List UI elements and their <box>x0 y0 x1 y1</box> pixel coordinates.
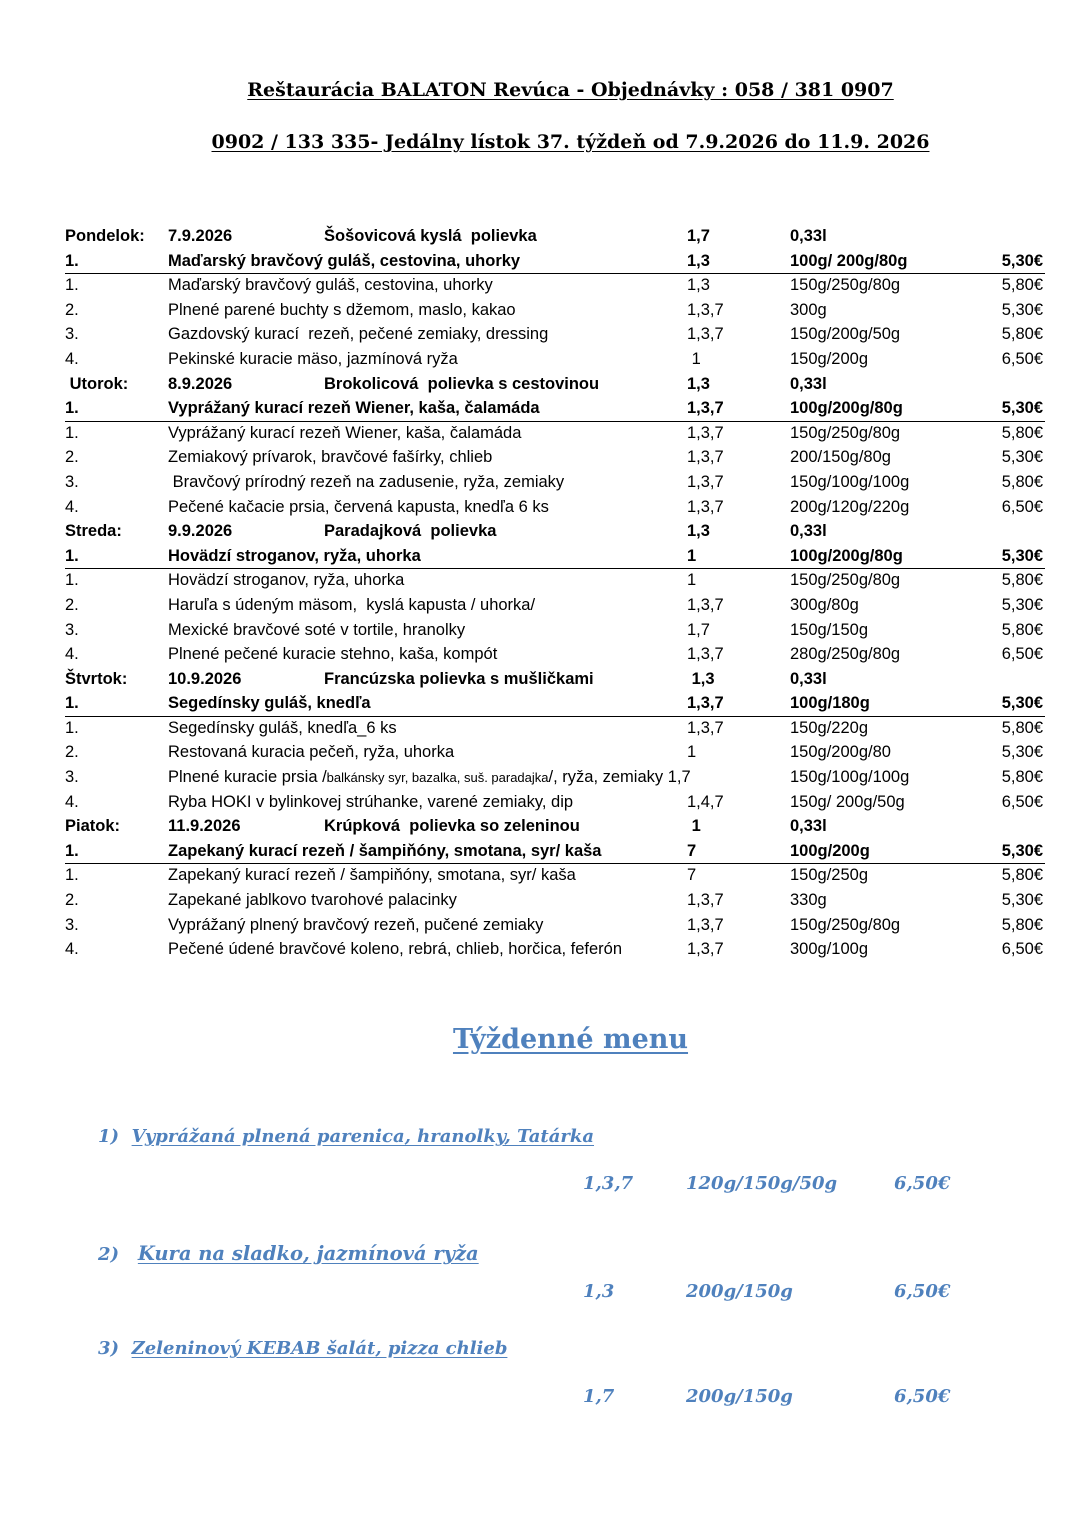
dish-allergens: 1,3,7 <box>687 497 724 516</box>
dish-price: 5,30€ <box>1001 595 1043 614</box>
dish-price: 5,80€ <box>1001 276 1043 295</box>
menu-item-row <box>65 323 1045 348</box>
dish-weight: 300g <box>790 300 827 319</box>
menu-item-row <box>65 446 1045 471</box>
dish-weight: 150g/100g/100g <box>790 472 910 491</box>
item-number: 3. <box>65 768 79 787</box>
dish-name: Bravčový prírodný rezeň na zadusenie, ryža, zemiaky <box>168 472 565 491</box>
soup-name: Krúpková polievka so zeleninou <box>324 817 580 836</box>
item-number: 1. <box>65 546 79 565</box>
dish-allergens: 1,3,7 <box>687 300 724 319</box>
menu-item-row <box>65 471 1045 496</box>
weekly-item-1-weight: 120g/150g/50g <box>686 1173 838 1194</box>
dish-name: Pekinské kuracie mäso, jazmínová ryža <box>168 349 458 368</box>
weekly-item-3-allergens: 1,7 <box>583 1386 615 1407</box>
day-soup-row <box>65 373 1045 398</box>
menu-item-row <box>65 274 1045 299</box>
day-soup-row <box>65 668 1045 693</box>
menu-item-row <box>65 938 1045 963</box>
dish-allergens: 1,7 <box>687 620 710 639</box>
item-number: 2. <box>65 891 79 910</box>
daily-special-row <box>65 250 1045 275</box>
dish-allergens: 1 <box>687 546 697 565</box>
dish-weight: 150g/ 200g/50g <box>790 792 905 811</box>
dish-weight: 150g/200g/80 <box>790 743 891 762</box>
dish-name: Vyprážaný plnený bravčový rezeň, pučené zemiaky <box>168 915 544 934</box>
dish-allergens: 1,3,7 <box>687 595 724 614</box>
item-number: 1. <box>65 423 79 442</box>
menu-item-row <box>65 496 1045 521</box>
item-number: 1. <box>65 571 79 590</box>
weekly-item-2-dish: Kura na sladko, jazmínová ryža <box>137 1242 479 1265</box>
item-number: 1. <box>65 399 79 418</box>
menu-item-row <box>65 594 1045 619</box>
menu-item-row <box>65 914 1045 939</box>
day-soup-row <box>65 520 1045 545</box>
weekly-menu-title-text: Týždenné menu <box>452 1024 689 1055</box>
day-name: Piatok: <box>65 817 121 836</box>
dish-name: Zapekané jablkovo tvarohové palacinky <box>168 891 457 910</box>
menu-item-row <box>65 569 1045 594</box>
item-number: 2. <box>65 448 79 467</box>
item-number: 3. <box>65 325 79 344</box>
dish-price: 5,80€ <box>1001 915 1043 934</box>
dish-name: Segedínsky guláš, knedľa <box>168 694 371 713</box>
weekly-item-2-weight: 200g/150g <box>686 1281 793 1302</box>
dish-price: 5,30€ <box>1001 743 1043 762</box>
dish-price: 5,80€ <box>1001 423 1043 442</box>
soup-allergens: 1,3 <box>687 374 710 393</box>
dish-name: Plnené parené buchty s džemom, maslo, kakao <box>168 300 516 319</box>
dish-allergens: 1,3,7 <box>687 448 724 467</box>
dish-weight: 150g/150g <box>790 620 868 639</box>
dish-allergens: 1,3,7 <box>687 718 724 737</box>
menu-item-row <box>65 348 1045 373</box>
dish-price: 6,50€ <box>1001 349 1043 368</box>
soup-volume: 0,33l <box>790 817 827 836</box>
soup-allergens: 1 <box>687 817 701 836</box>
header-line-1 <box>27 79 1087 101</box>
dish-price: 5,30€ <box>1001 251 1043 270</box>
item-number: 1. <box>65 251 79 270</box>
dish-allergens: 1,3 <box>687 251 710 270</box>
dish-price: 6,50€ <box>1001 497 1043 516</box>
menu-item-row <box>65 791 1045 816</box>
soup-name: Šošovicová kyslá polievka <box>324 227 537 245</box>
soup-name: Paradajková polievka <box>324 522 497 541</box>
dish-name: Maďarský bravčový guláš, cestovina, uhorky <box>168 251 521 270</box>
header-line-1-text: Reštaurácia BALATON Revúca - Objednávky : 058 / 381 0907 <box>247 79 894 101</box>
soup-volume: 0,33l <box>790 227 827 245</box>
item-number: 4. <box>65 497 79 516</box>
item-number: 2. <box>65 743 79 762</box>
dish-weight: 100g/180g <box>790 694 870 713</box>
dish-price: 5,80€ <box>1001 718 1043 737</box>
dish-price: 5,30€ <box>1001 399 1043 418</box>
daily-special-row <box>65 692 1045 717</box>
soup-volume: 0,33l <box>790 522 827 541</box>
dish-weight: 100g/200g/80g <box>790 546 903 565</box>
day-date: 7.9.2026 <box>168 227 233 245</box>
header-line-2 <box>27 131 1087 153</box>
dish-name: Restovaná kuracia pečeň, ryža, uhorka <box>168 743 455 762</box>
dish-weight: 150g/220g <box>790 718 868 737</box>
dish-name-detail: balkánsky syr, bazalka, suš. paradajka <box>326 770 549 786</box>
dish-price: 6,50€ <box>1001 940 1043 959</box>
weekly-item-3-name <box>98 1338 507 1359</box>
weekly-item-3-num: 3) <box>98 1338 120 1359</box>
dish-weight: 150g/200g/50g <box>790 325 901 344</box>
day-name: Štvrtok: <box>65 669 128 688</box>
weekly-item-3-price: 6,50€ <box>894 1386 951 1407</box>
item-number: 4. <box>65 349 79 368</box>
dish-weight: 150g/250g <box>790 866 868 885</box>
dish-allergens: 7 <box>687 841 697 860</box>
item-number: 2. <box>65 300 79 319</box>
menu-item-row <box>65 643 1045 668</box>
dish-weight: 300g/100g <box>790 940 868 959</box>
menu-item-row <box>65 299 1045 324</box>
day-date: 10.9.2026 <box>168 669 242 688</box>
item-number: 3. <box>65 472 79 491</box>
dish-price: 5,80€ <box>1001 768 1043 787</box>
header-line-2-text: 0902 / 133 335- Jedálny lístok 37. týždeň od 7.9.2026 do 11.9. 2026 <box>211 131 930 153</box>
item-number: 1. <box>65 718 79 737</box>
day-date: 11.9.2026 <box>168 817 241 836</box>
item-number: 1. <box>65 866 79 885</box>
dish-price: 5,30€ <box>1001 448 1043 467</box>
item-number: 4. <box>65 645 79 664</box>
weekly-item-1-allergens: 1,3,7 <box>583 1173 634 1194</box>
dish-allergens: 1 <box>687 571 697 590</box>
dish-allergens: 1,3,7 <box>687 891 724 910</box>
dish-allergens: 1,3,7 <box>687 940 724 959</box>
daily-special-row <box>65 840 1045 865</box>
menu-item-row <box>65 717 1045 742</box>
menu-item-row <box>65 422 1045 447</box>
day-date: 9.9.2026 <box>168 522 233 541</box>
soup-name: Francúzska polievka s mušličkami <box>324 669 594 688</box>
dish-name: Zapekaný kurací rezeň / šampiňóny, smotana, syr/ kaša <box>168 866 576 885</box>
weekly-item-2-allergens: 1,3 <box>583 1281 615 1302</box>
dish-name: Vyprážaný kurací rezeň Wiener, kaša, čalamáda <box>168 399 540 418</box>
dish-price: 5,30€ <box>1001 694 1043 713</box>
weekly-item-3-dish: Zeleninový KEBAB šalát, pizza chlieb <box>131 1338 508 1359</box>
dish-name: Gazdovský kurací rezeň, pečené zemiaky, dressing <box>168 325 549 344</box>
dish-name: Pečené údené bravčové koleno, rebrá, chlieb, horčica, feferón <box>168 940 623 959</box>
dish-name: Hovädzí stroganov, ryža, uhorka <box>168 571 405 590</box>
menu-item-row <box>65 766 1045 791</box>
soup-volume: 0,33l <box>790 374 827 393</box>
dish-allergens: 1,3,7 <box>687 915 724 934</box>
dish-price: 5,30€ <box>1001 546 1043 565</box>
dish-name: Zapekaný kurací rezeň / šampiňóny, smotana, syr/ kaša <box>168 841 602 860</box>
day-name: Utorok: <box>65 374 129 393</box>
item-number: 1. <box>65 694 79 713</box>
weekly-item-1-num: 1) <box>98 1126 120 1147</box>
dish-price: 6,50€ <box>1001 645 1043 664</box>
dish-weight: 150g/250g/80g <box>790 571 901 590</box>
dish-name: Zemiakový prívarok, bravčové fašírky, chlieb <box>168 448 493 467</box>
dish-price: 5,80€ <box>1001 620 1043 639</box>
daily-special-row <box>65 545 1045 570</box>
item-number: 4. <box>65 940 79 959</box>
dish-name-tail: /, ryža, zemiaky 1,7 <box>548 768 691 787</box>
weekly-item-1-name <box>98 1126 594 1147</box>
dish-allergens: 1 <box>687 349 701 368</box>
dish-weight: 100g/200g <box>790 841 870 860</box>
weekly-menu-title <box>27 1024 1087 1055</box>
dish-name: Ryba HOKI v bylinkovej strúhanke, varené zemiaky, dip <box>168 792 574 811</box>
item-number: 1. <box>65 276 79 295</box>
dish-weight: 200g/120g/220g <box>790 497 910 516</box>
menu-item-row <box>65 619 1045 644</box>
dish-name <box>168 768 691 787</box>
dish-price: 5,30€ <box>1001 841 1043 860</box>
dish-allergens: 1,4,7 <box>687 792 724 811</box>
menu-item-row <box>65 741 1045 766</box>
dish-price: 5,30€ <box>1001 891 1043 910</box>
dish-allergens: 1,3,7 <box>687 645 724 664</box>
dish-price: 5,80€ <box>1001 472 1043 491</box>
dish-allergens: 1 <box>687 743 697 762</box>
dish-name: Segedínsky guláš, knedľa_6 ks <box>168 718 397 737</box>
dish-price: 5,30€ <box>1001 300 1043 319</box>
dish-price: 5,80€ <box>1001 866 1043 885</box>
dish-name: Plnené pečené kuracie stehno, kaša, kompót <box>168 645 498 664</box>
weekly-item-3-weight: 200g/150g <box>686 1386 793 1407</box>
dish-name: Hovädzí stroganov, ryža, uhorka <box>168 546 421 565</box>
day-soup-row <box>65 225 1045 250</box>
day-name: Pondelok: <box>65 227 145 245</box>
daily-special-row <box>65 397 1045 422</box>
dish-allergens: 1,3,7 <box>687 325 724 344</box>
soup-allergens: 1,3 <box>687 669 715 688</box>
dish-weight: 100g/200g/80g <box>790 399 903 418</box>
dish-weight: 280g/250g/80g <box>790 645 901 664</box>
dish-weight: 150g/250g/80g <box>790 915 901 934</box>
dish-name-part: Plnené kuracie prsia / <box>168 768 327 787</box>
dish-weight: 150g/250g/80g <box>790 276 901 295</box>
menu-item-row <box>65 889 1045 914</box>
item-number: 3. <box>65 915 79 934</box>
dish-weight: 100g/ 200g/80g <box>790 251 908 270</box>
soup-name: Brokolicová polievka s cestovinou <box>324 374 600 393</box>
weekly-item-2-num: 2) <box>98 1244 120 1265</box>
soup-allergens: 1,7 <box>687 227 710 245</box>
dish-name: Vyprážaný kurací rezeň Wiener, kaša, čalamáda <box>168 423 522 442</box>
weekly-item-2-price: 6,50€ <box>894 1281 951 1302</box>
dish-weight: 330g <box>790 891 827 910</box>
item-number: 4. <box>65 792 79 811</box>
day-date: 8.9.2026 <box>168 374 233 393</box>
dish-weight: 200/150g/80g <box>790 448 891 467</box>
menu-item-row <box>65 864 1045 889</box>
dish-weight: 300g/80g <box>790 595 859 614</box>
dish-price: 6,50€ <box>1001 792 1043 811</box>
dish-allergens: 7 <box>687 866 697 885</box>
dish-name: Haruľa s údeným mäsom, kyslá kapusta / uhorka/ <box>168 595 536 614</box>
dish-allergens: 1,3,7 <box>687 472 724 491</box>
soup-volume: 0,33l <box>790 669 827 688</box>
dish-name: Maďarský bravčový guláš, cestovina, uhorky <box>168 276 493 295</box>
dish-allergens: 1,3,7 <box>687 399 724 418</box>
item-number: 2. <box>65 595 79 614</box>
day-name: Streda: <box>65 522 122 541</box>
soup-allergens: 1,3 <box>687 522 710 541</box>
dish-name: Pečené kačacie prsia, červená kapusta, knedľa 6 ks <box>168 497 549 516</box>
dish-allergens: 1,3,7 <box>687 694 724 713</box>
daily-menu-table <box>65 225 1045 963</box>
dish-weight: 150g/250g/80g <box>790 423 901 442</box>
dish-price: 5,80€ <box>1001 571 1043 590</box>
dish-weight: 150g/100g/100g <box>790 768 910 787</box>
dish-name: Mexické bravčové soté v tortile, hranolky <box>168 620 466 639</box>
dish-price: 5,80€ <box>1001 325 1043 344</box>
day-soup-row <box>65 815 1045 840</box>
weekly-item-1-dish: Vyprážaná plnená parenica, hranolky, Tatárka <box>131 1126 595 1147</box>
weekly-item-2-name <box>98 1242 479 1265</box>
dish-allergens: 1,3 <box>687 276 710 295</box>
item-number: 1. <box>65 841 79 860</box>
item-number: 3. <box>65 620 79 639</box>
dish-weight: 150g/200g <box>790 349 868 368</box>
dish-allergens: 1,3,7 <box>687 423 724 442</box>
weekly-item-1-price: 6,50€ <box>894 1173 951 1194</box>
